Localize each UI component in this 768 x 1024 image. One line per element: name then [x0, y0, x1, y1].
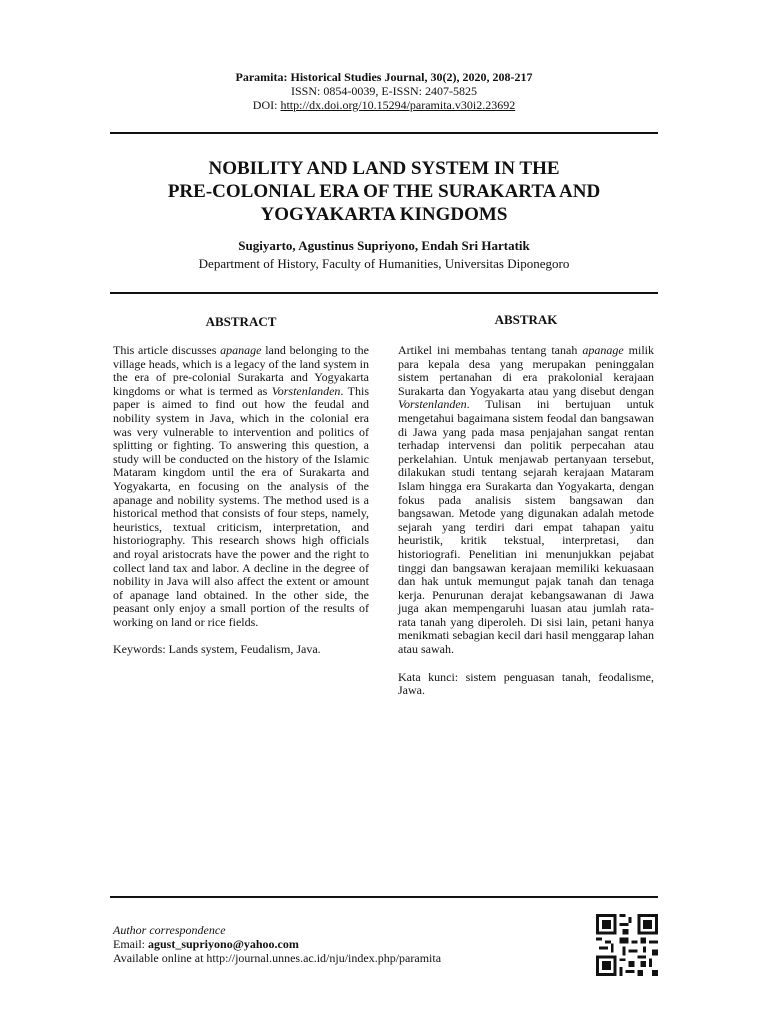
abstrak-heading: ABSTRAK [494, 312, 558, 327]
email-address[interactable]: agust_supriyono@yahoo.com [148, 937, 299, 951]
journal-citation: Paramita: Historical Studies Journal, 30(2), 2020, 208-217 [235, 70, 533, 84]
qr-code-icon [596, 914, 658, 976]
affiliation: Department of History, Faculty of Humanities, Universitas Diponegoro [198, 256, 570, 271]
available-online: Available online at http://journal.unnes.ac.id/nju/index.php/paramita [113, 951, 442, 965]
email-line [113, 937, 441, 951]
abstract-body: This article discusses apanage land belonging to the village heads, which is a legacy of the land system in the era of pre-colonial Surakarta and Yogyakarta kingdoms or what is termed as Vorstenlanden. This paper is aimed to find out how the feudal and nobility system in Java, which in the colonial era was very vulnerable to intervention and politics of splitting or fighting. To answering this question, a study will be conducted on the history of the Islamic Mataram kingdom until the era of Surakarta and Yogyakarta, en focusing on the analysis of the apanage and nobility systems. The method used is a historical method that consists of four steps, namely, heuristics, textual criticism, interpretation, and historiography. This research shows high officials and royal aristocrats have the power and the right to collect land tax and labor. A decline in the degree of nobility in Java will also affect the extent or amount of apanage land obtained. In the other side, the peasant only enjoy a small portion of the results of working on land or rice fields. [113, 343, 369, 629]
title-line-1: NOBILITY AND LAND SYSTEM IN THE [208, 158, 560, 179]
footer [113, 923, 441, 965]
paper-title [110, 157, 658, 226]
email-label: Email: [113, 937, 148, 951]
abstract-keywords: Keywords: Lands system, Feudalism, Java. [113, 642, 321, 657]
doi-link[interactable]: http://dx.doi.org/10.15294/paramita.v30i2.23692 [280, 98, 516, 112]
doi-label: DOI: [252, 98, 281, 112]
abstrak-keywords: Kata kunci: sistem penguasan tanah, feodalisme, Jawa. [398, 669, 654, 698]
correspondence-label: Author correspondence [113, 923, 226, 937]
title-rule [110, 292, 658, 294]
title-line-3: YOGYAKARTA KINGDOMS [260, 204, 508, 225]
title-line-2: PRE-COLONIAL ERA OF THE SURAKARTA AND [167, 181, 601, 202]
issn: ISSN: 0854-0039, E-ISSN: 2407-5825 [290, 84, 477, 98]
top-rule [110, 132, 658, 134]
doi-line [0, 98, 768, 112]
abstract-english [113, 344, 369, 657]
abstract-heading: ABSTRACT [205, 314, 277, 329]
authors: Sugiyarto, Agustinus Supriyono, Endah Sri Hartatik [238, 238, 530, 253]
abstrak-body: Artikel ini membahas tentang tanah apanage milik para kepala desa yang merupakan peninggalan sistem pertanahan di era prakolonial kerajaan Surakarta dan Yogyakarta atau yang disebut dengan Vorstenlanden. Tulisan ini bertujuan untuk mengetahui bagaimana sistem feodal dan bangsawan di Jawa yang pada masa penjajahan sangat rentan terhadap intervensi dan politik perpecahan atau perkelahian. Untuk menjawab pertanyaan tersebut, dilakukan studi tentang sejarah kerajaan Mataram Islam hingga era Surakarta dan Yogyakarta, dengan fokus pada analisis sistem bangsawan dan bangsawan. Metode yang digunakan adalah metode sejarah yang terdiri dari empat tahapan yaitu heuristik, kritik tekstual, interpretasi, dan historiografi. Penelitian ini menunjukkan pejabat tinggi dan bangsawan kerajaan memiliki kekuasaan dan hak untuk memungut pajak tanah dan tenaga kerja. Penurunan derajat kebangsawanan di Jawa juga akan mempengaruhi luasan atau jumlah rata-rata tanah yang diperoleh. Di sisi lain, petani hanya menikmati sebagian kecil dari hasil menggarap lahan atau sawah. [398, 343, 654, 657]
journal-header [0, 70, 768, 112]
footer-rule [110, 896, 658, 898]
abstrak-indonesian [398, 344, 654, 698]
